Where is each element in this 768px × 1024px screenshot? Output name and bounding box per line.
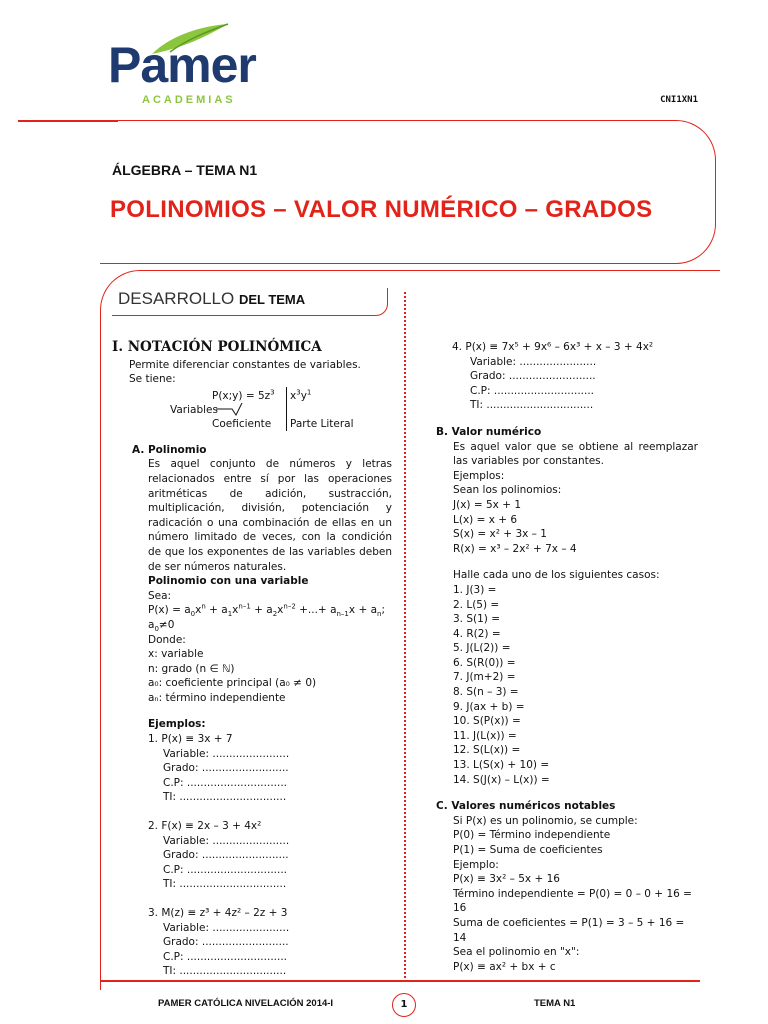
intro-text-1: Permite diferenciar constantes de variables. — [129, 358, 361, 371]
c-line: P(x) ≡ ax² + bx + c — [453, 960, 556, 973]
subsection-a-title: A. Polinomio — [132, 443, 207, 456]
b-sean: Sean los polinomios: — [453, 484, 562, 497]
valor-numerico-definition: Es aquel valor que se obtiene al reemplazar las variables por constantes. — [453, 440, 698, 468]
b-ejemplos: Ejemplos: — [453, 469, 505, 482]
ex4-grado: Grado: .......................... — [470, 370, 596, 383]
case-item: 2. L(5) = — [453, 598, 500, 611]
right-column — [436, 340, 698, 974]
case-item: 4. R(2) = — [453, 627, 501, 640]
ex4-variable: Variable: ....................... — [470, 355, 597, 368]
intro-text-2: Se tiene: — [129, 373, 176, 386]
ex4-ti: TI: ................................ — [470, 399, 594, 412]
footer-left: PAMER CATÓLICA NIVELACIÓN 2014-I — [158, 998, 334, 1009]
ex3-ti: TI: ................................ — [163, 965, 287, 978]
case-item: 5. J(L(2)) = — [453, 642, 511, 655]
ex3-cp: C.P: .............................. — [163, 950, 288, 963]
section-header — [118, 289, 305, 309]
diagram-literal: $x^3y^1$ — [290, 388, 312, 402]
a0-desc: a₀: coeficiente principal (a₀ ≠ 0) — [148, 677, 317, 690]
c-line: Sea el polinomio en "x": — [453, 946, 580, 959]
x-variable-desc: x: variable — [148, 648, 204, 661]
ex2-grado: Grado: .......................... — [163, 849, 289, 862]
c-line: P(0) = Término independiente — [453, 829, 611, 842]
case-item: 3. S(1) = — [453, 613, 501, 626]
section-1-title: I. NOTACIÓN POLINÓMICA — [112, 339, 322, 355]
page-title: POLINOMIOS – VALOR NUMÉRICO – GRADOS — [110, 196, 653, 223]
sea-label: Sea: — [148, 589, 172, 602]
footer-line — [100, 980, 700, 982]
c-line: Término independiente = P(0) = 0 – 0 + 16 = 16 — [453, 887, 692, 915]
case-item: 12. S(L(x)) = — [453, 744, 521, 757]
notation-diagram — [112, 389, 392, 439]
diagram-variables-label: Variables — [170, 403, 218, 416]
an-desc: aₙ: término independiente — [148, 691, 286, 704]
c-line: P(x) ≡ 3x² – 5x + 16 — [453, 873, 560, 886]
general-polynomial: $P(x) = a_0x^n + a_1x^{n-1} + a_2x^{n-2}$ +...+ $a_{n-1}x + a_n$; $a_0\ne 0$ — [148, 602, 385, 633]
diagram-coef-label: Coeficiente — [212, 417, 272, 430]
ex1-cp: C.P: .............................. — [163, 776, 288, 789]
halle-label: Halle cada uno de los siguientes casos: — [453, 569, 660, 582]
diagram-expr: P(x;y) = $5z^3$ — [212, 388, 275, 402]
polinomio-definition: Es aquel conjunto de números y letras relacionados entre sí por las operaciones aritméticas de adición, sustracción, multiplicación, división, potenciación y radicación o una combinación de ellas en un número limitado de veces, con la condición de que los exponentes de las variables deben de ser números naturales. — [148, 458, 392, 573]
ex1-variable: Variable: ....................... — [163, 747, 290, 760]
ex2-cp: C.P: .............................. — [163, 863, 288, 876]
footer-right: TEMA N1 — [534, 998, 576, 1009]
case-item: 7. J(m+2) = — [453, 671, 516, 684]
case-item: 6. S(R(0)) = — [453, 656, 516, 669]
section-header-small: DEL TEMA — [238, 292, 306, 307]
case-item: 13. L(S(x) + 10) = — [453, 759, 550, 772]
c-line: Suma de coeficientes = P(1) = 3 – 5 + 16 = 14 — [453, 916, 685, 944]
diagram-literal-label: Parte Literal — [290, 417, 354, 430]
case-item: 8. S(n – 3) = — [453, 686, 519, 699]
arrow-icon — [216, 403, 246, 417]
poly-j: J(x) = 5x + 1 — [453, 498, 522, 511]
case-item: 10. S(P(x)) = — [453, 715, 521, 728]
ex2-variable: Variable: ....................... — [163, 834, 290, 847]
ex1-ti: TI: ................................ — [163, 791, 287, 804]
page-number: 1 — [392, 993, 416, 1017]
section-header-big: DESARROLLO — [118, 289, 235, 308]
ex3-grado: Grado: .......................... — [163, 936, 289, 949]
n-grado-desc: n: grado (n ∈ ℕ) — [148, 662, 235, 675]
column-divider — [404, 292, 406, 982]
poly-s: S(x) = x² + 3x – 1 — [453, 528, 547, 541]
case-item: 11. J(L(x)) = — [453, 729, 517, 742]
one-var-title: Polinomio con una variable — [148, 575, 309, 588]
ex1-grado: Grado: .......................... — [163, 762, 289, 775]
subject-heading: ÁLGEBRA – TEMA N1 — [112, 162, 258, 178]
title-frame — [100, 120, 716, 264]
subsection-b-title: B. Valor numérico — [436, 425, 542, 438]
case-item: 1. J(3) = — [453, 583, 497, 596]
donde-label: Donde: — [148, 633, 186, 646]
logo-subtitle: ACADEMIAS — [142, 94, 236, 106]
example-3: 3. M(z) ≡ z³ + 4z² – 2z + 3 — [148, 907, 288, 919]
ex3-variable: Variable: ....................... — [163, 921, 290, 934]
ex2-ti: TI: ................................ — [163, 878, 287, 891]
c-line: Si P(x) es un polinomio, se cumple: — [453, 814, 638, 827]
left-column — [112, 340, 392, 979]
case-item: 9. J(ax + b) = — [453, 700, 525, 713]
c-line: P(1) = Suma de coeficientes — [453, 844, 603, 856]
example-1: 1. P(x) ≡ 3x + 7 — [148, 733, 233, 746]
subsection-c-title: C. Valores numéricos notables — [436, 800, 616, 813]
logo-text: Pamer — [108, 37, 256, 93]
example-4: 4. P(x) ≡ 7x⁵ + 9x⁶ – 6x³ + x – 3 + 4x² — [452, 341, 654, 353]
example-2: 2. F(x) ≡ 2x – 3 + 4x² — [148, 820, 262, 833]
poly-l: L(x) = x + 6 — [453, 513, 518, 526]
case-item: 14. S(J(x) – L(x)) = — [453, 773, 550, 786]
document-code: CNI1XN1 — [660, 95, 698, 105]
c-line: Ejemplo: — [453, 858, 499, 871]
ejemplos-title: Ejemplos: — [148, 718, 206, 731]
poly-r: R(x) = x³ – 2x² + 7x – 4 — [453, 542, 577, 555]
ex4-cp: C.P: .............................. — [470, 384, 595, 397]
